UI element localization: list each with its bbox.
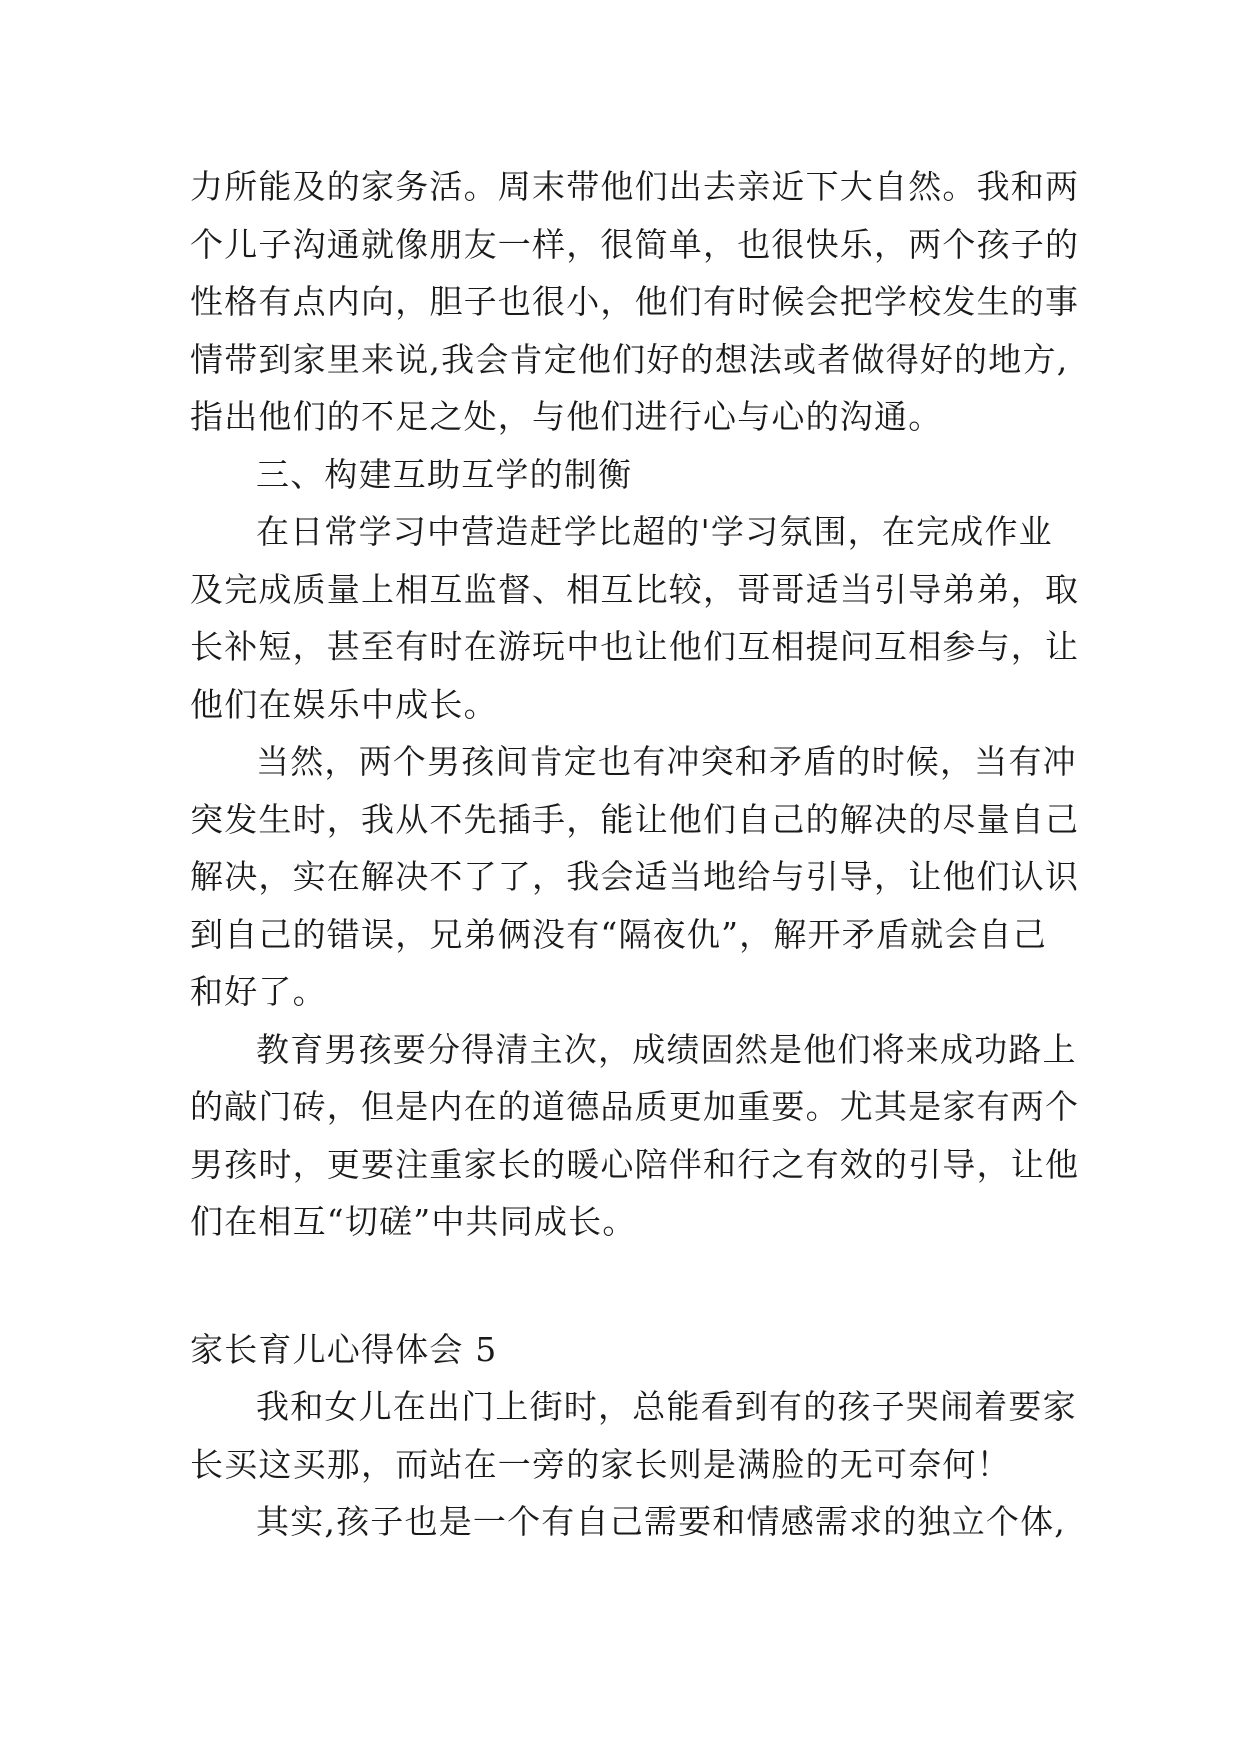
text-line: 男孩时，更要注重家长的暖心陪伴和行之有效的引导，让他 [190, 1144, 1080, 1184]
article-title: 家长育儿心得体会 5 [190, 1329, 498, 1369]
text-line: 及完成质量上相互监督、相互比较，哥哥适当引导弟弟，取 [190, 569, 1080, 609]
text-line: 和好了。 [190, 972, 327, 1011]
text-line: 突发生时，我从不先插手，能让他们自己的解决的尽量自己 [190, 799, 1080, 839]
document-body [190, 158, 1080, 1551]
text-line: 们在相互“切磋”中共同成长。 [190, 1202, 637, 1241]
text-line: 长补短，甚至有时在游玩中也让他们互相提问互相参与，让 [190, 627, 1080, 666]
text-line: 性格有点内向，胆子也很小，他们有时候会把学校发生的事 [190, 282, 1080, 321]
section-spacer [190, 1251, 1060, 1321]
text-line: 个儿子沟通就像朋友一样，很简单，也很快乐，两个孩子的 [190, 224, 1080, 264]
section-heading: 三、构建互助互学的制衡 [256, 454, 633, 494]
text-line: 在日常学习中营造赶学比超的'学习氛围，在完成作业 [256, 512, 1053, 551]
text-line: 他们在娱乐中成长。 [190, 684, 498, 724]
text-line: 力所能及的家务活。周末带他们出去亲近下大自然。我和两 [190, 167, 1080, 206]
text-line: 我和女儿在出门上街时，总能看到有的孩子哭闹着要家 [256, 1387, 1077, 1426]
text-line: 的敲门砖，但是内在的道德品质更加重要。尤其是家有两个 [190, 1087, 1080, 1126]
text-line: 长买这买那，而站在一旁的家长则是满脸的无可奈何！ [190, 1444, 1011, 1484]
text-line: 教育男孩要分得清主次，成绩固然是他们将来成功路上 [256, 1029, 1077, 1069]
text-line: 到自己的错误，兄弟俩没有“隔夜仇”，解开矛盾就会自己 [190, 914, 1047, 954]
text-line: 当然，两个男孩间肯定也有冲突和矛盾的时候，当有冲 [256, 742, 1077, 781]
text-line: 解决，实在解决不了了，我会适当地给与引导，让他们认识 [190, 857, 1080, 896]
text-line: 情带到家里来说,我会肯定他们好的想法或者做得好的地方, [190, 339, 1069, 379]
text-line: 指出他们的不足之处，与他们进行心与心的沟通。 [190, 397, 943, 436]
text-line: 其实,孩子也是一个有自己需要和情感需求的独立个体, [256, 1502, 1066, 1541]
